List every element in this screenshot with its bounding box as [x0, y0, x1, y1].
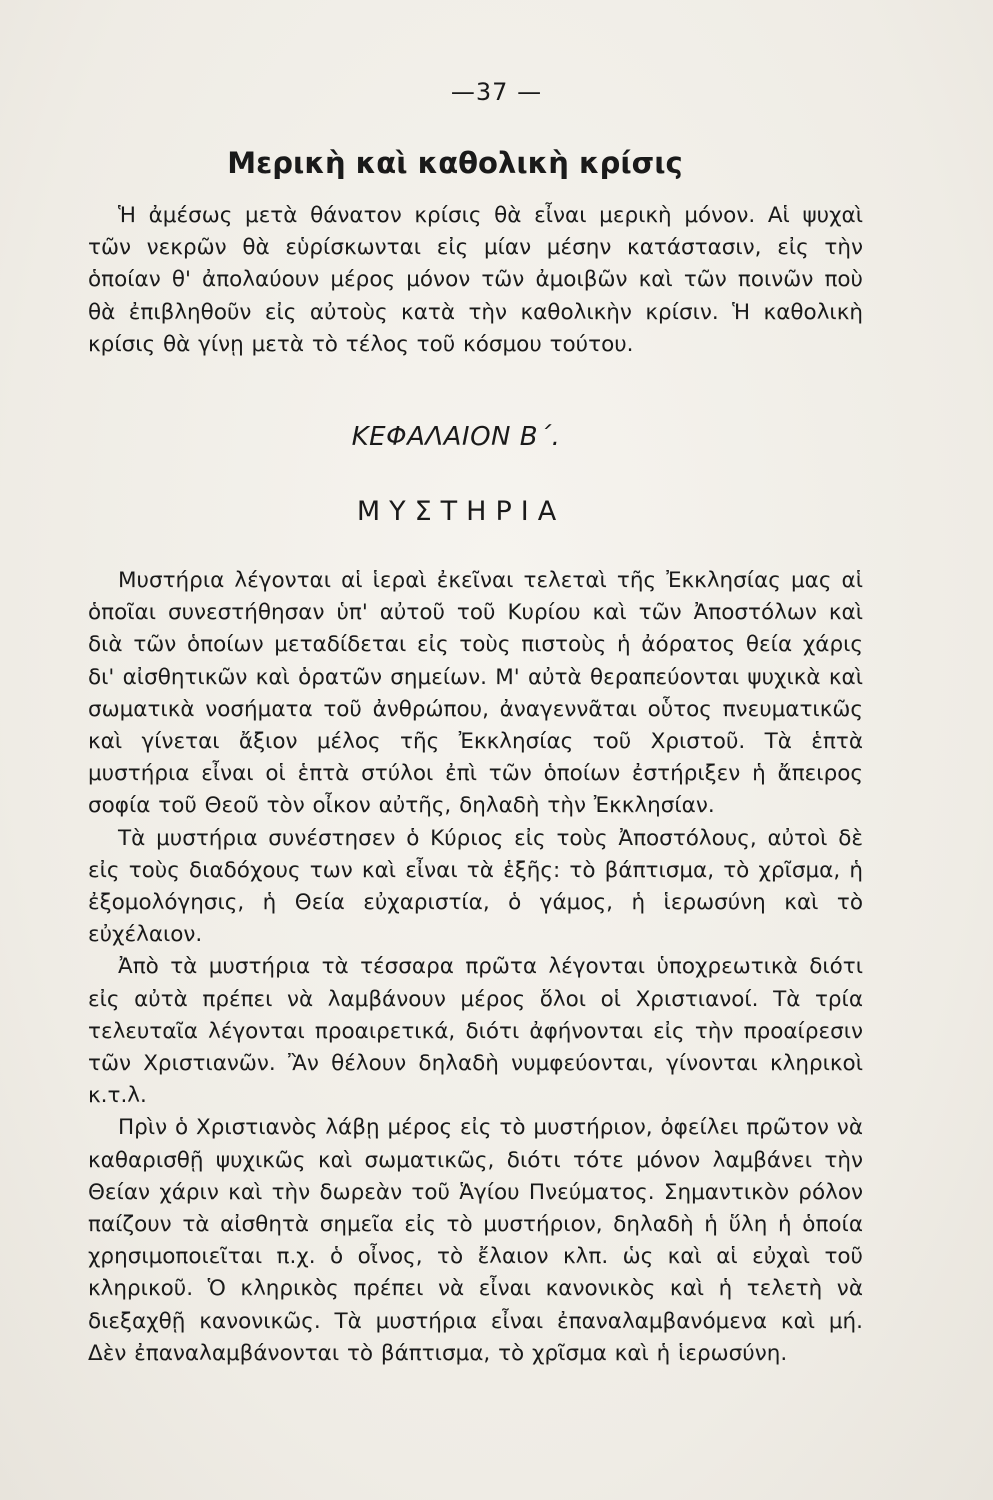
chapter-title: ΜΥΣΤΗΡΙΑ — [356, 496, 566, 527]
chapter-text — [88, 565, 863, 1370]
section-heading: Μερικὴ καὶ καθολικὴ κρίσις — [227, 146, 683, 180]
paragraph: Ἀπὸ τὰ μυστήρια τὰ τέσσαρα πρῶτα λέγονται ὑποχρεωτικὰ διότι εἰς αὐτὰ πρέπει νὰ λαμβάνουν μέρος ὅλοι οἱ Χριστιανοί. Τὰ τρία τελευταῖα λέγονται προαιρετικά, διότι ἀφήνονται εἰς τὴν προαίρεσιν τῶν Χριστιανῶν. Ἂν θέλουν δηλαδὴ νυμφεύονται, γίνονται κληρικοὶ κ.τ.λ. — [88, 954, 863, 1109]
paragraph: Μυστήρια λέγονται αἱ ἱεραὶ ἐκεῖναι τελεταὶ τῆς Ἐκκλησίας μας αἱ ὁποῖαι συνεστήθησαν ὑπ' αὐτοῦ τοῦ Κυρίου καὶ τῶν Ἀποστόλων καὶ διὰ τῶν ὁποίων μεταδίδεται εἰς τοὺς πιστοὺς ἡ ἀόρατος θεία χάρις δι' αἰσθητικῶν καὶ ὁρατῶν σημείων. Μ' αὐτὰ θεραπεύονται ψυχικὰ καὶ σωματικὰ νοσήματα τοῦ ἀνθρώπου, ἀναγεννᾶται οὗτος πνευματικῶς καὶ γίνεται ἄξιον μέλος τῆς Ἐκκλησίας τοῦ Χριστοῦ. Τὰ ἑπτὰ μυστήρια εἶναι οἱ ἑπτὰ στύλοι ἐπὶ τῶν ὁποίων ἐστήριξεν ἡ ἄπειρος σοφία τοῦ Θεοῦ τὸν οἶκον αὐτῆς, δηλαδὴ τὴν Ἐκκλησίαν. — [88, 568, 863, 819]
page-number: —37 — — [450, 78, 543, 106]
paragraph: Τὰ μυστήρια συνέστησεν ὁ Κύριος εἰς τοὺς Ἀποστόλους, αὐτοὶ δὲ εἰς τοὺς διαδόχους των καὶ εἶναι τὰ ἑξῆς: τὸ βάπτισμα, τὸ χρῖσμα, ἡ ἐξομολόγησις, ἡ Θεία εὐχαριστία, ὁ γάμος, ἡ ἱερωσύνη καὶ τὸ εὐχέλαιον. — [88, 825, 863, 948]
paragraph: Πρὶν ὁ Χριστιανὸς λάβῃ μέρος εἰς τὸ μυστήριον, ὀφείλει πρῶτον νὰ καθαρισθῇ ψυχικῶς καὶ σωματικῶς, διότι τότε μόνον λαμβάνει τὴν Θείαν χάριν καὶ τὴν δωρεὰν τοῦ Ἁγίου Πνεύματος. Σημαντικὸν ρόλον παίζουν τὰ αἰσθητὰ σημεῖα εἰς τὸ μυστήριον, δηλαδὴ ἡ ὕλη ἡ ὁποία χρησιμοποιεῖται π.χ. ὁ οἶνος, τὸ ἔλαιον κλπ. ὡς καὶ αἱ εὐχαὶ τοῦ κληρικοῦ. Ὁ κληρικὸς πρέπει νὰ εἶναι κανονικὸς καὶ ἡ τελετὴ νὰ διεξαχθῇ κανονικῶς. Τὰ μυστήρια εἶναι ἐπαναλαμβανόμενα καὶ μή. Δὲν ἐπαναλαμβάνονται τὸ βάπτισμα, τὸ χρῖσμα καὶ ἡ ἱερωσύνη. — [88, 1115, 863, 1366]
paragraph: Ἡ ἀμέσως μετὰ θάνατον κρίσις θὰ εἶναι μερικὴ μόνον. Αἱ ψυχαὶ τῶν νεκρῶν θὰ εὑρίσκωνται εἰς μίαν μέσην κατάστασιν, εἰς τὴν ὁποίαν θ' ἀπολαύουν μέρος μόνον τῶν ἀμοιβῶν καὶ τῶν ποινῶν ποὺ θὰ ἐπιβληθοῦν εἰς αὐτοὺς κατὰ τὴν καθολικὴν κρίσιν. Ἡ καθολικὴ κρίσις θὰ γίνῃ μετὰ τὸ τέλος τοῦ κόσμου τούτου. — [88, 203, 863, 357]
chapter-label: ΚΕΦΑΛΑΙΟΝ Β΄. — [351, 422, 561, 452]
section-text — [88, 200, 863, 361]
